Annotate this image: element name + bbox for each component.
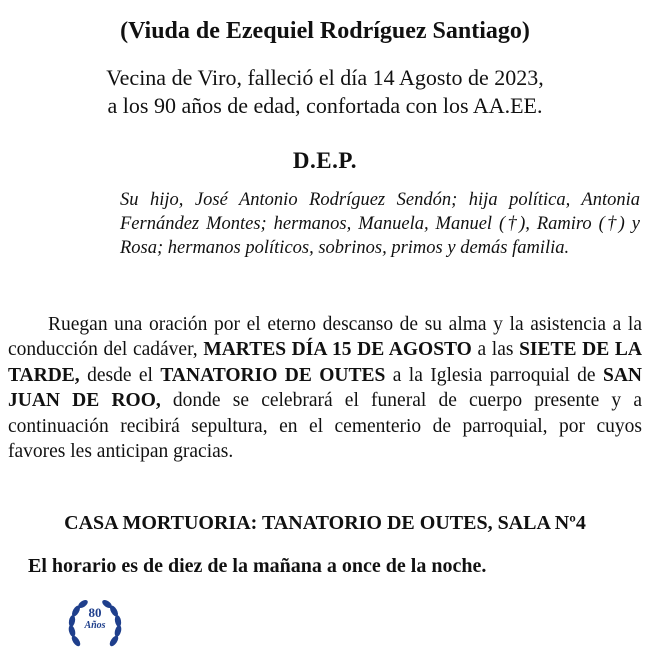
visiting-hours: El horario es de diez de la mañana a once de la noche. <box>28 555 487 577</box>
funeral-request-paragraph <box>8 312 642 464</box>
request-text-4: a la Iglesia parroquial de <box>385 364 603 386</box>
funeral-date: MARTES DÍA 15 DE AGOSTO <box>203 339 472 361</box>
dep-heading: D.E.P. <box>292 148 358 173</box>
deceased-name-cropped <box>0 0 650 12</box>
badge-number: 80 <box>88 605 102 620</box>
request-text-3: desde el <box>79 364 161 386</box>
badge-word: Años <box>84 620 106 631</box>
widow-of-subtitle: (Viuda de Ezequiel Rodríguez Santiago) <box>120 18 530 44</box>
announcement-line-2: a los 90 años de edad, confortada con los AA.EE. <box>107 93 543 118</box>
request-text-5: donde se celebrará el funeral de cuerpo presente y a continuación recibirá sepultura, en el cementerio de parroquial, por cuyos favores les anticipan gracias. <box>8 390 642 463</box>
death-announcement <box>0 64 650 120</box>
mortuary-info: CASA MORTUORIA: TANATORIO DE OUTES, SALA Nº4 <box>64 512 586 534</box>
family-paragraph: Su hijo, José Antonio Rodríguez Sendón; hija política, Antonia Fernández Montes; hermanos, Manuela, Manuel (†), Ramiro (†) y Rosa; hermanos políticos, sobrinos, primos y demás familia. <box>120 190 640 258</box>
anniversary-badge <box>62 595 128 650</box>
request-text-2: a las <box>471 339 520 361</box>
funeral-time: SIETE DE LA TARDE, <box>8 339 642 386</box>
funeral-home: TANATORIO DE OUTES <box>160 364 386 386</box>
place-date-cropped <box>635 636 640 650</box>
request-text-1: Ruegan una oración por el eterno descanso de su alma y la asistencia a la conducción del cadáver, <box>8 314 642 361</box>
announcement-line-1: Vecina de Viro, falleció el día 14 Agosto de 2023, <box>106 65 544 90</box>
church-name: SAN JUAN DE ROO, <box>8 364 642 412</box>
